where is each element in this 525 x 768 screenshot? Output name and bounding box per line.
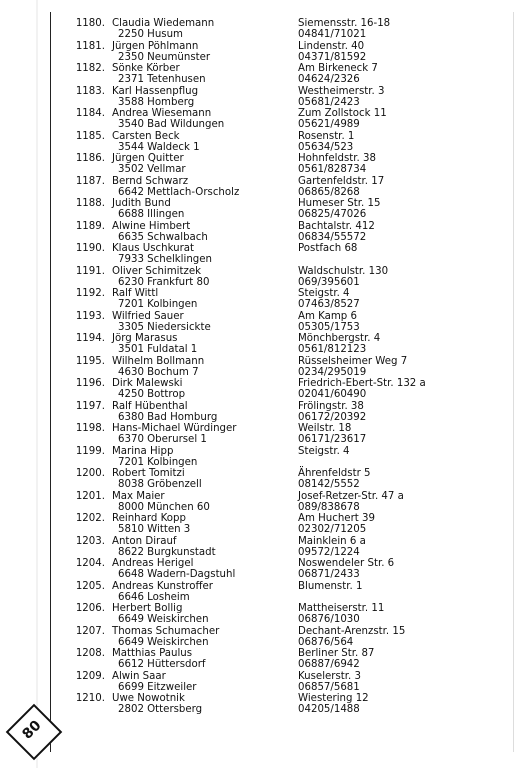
postal-city: 6648 Wadern-Dagstuhl <box>118 569 236 581</box>
entry-line-2 <box>65 367 505 378</box>
entry-line-1 <box>65 558 505 569</box>
postal-city: 4250 Bottrop <box>118 389 186 401</box>
entry-number: 1202. <box>75 513 105 524</box>
address-entry <box>65 198 505 221</box>
entry-line-1 <box>65 243 505 254</box>
phone-number: 04205/1488 <box>298 704 360 716</box>
entry-number: 1208. <box>75 648 105 659</box>
entry-number: 1181. <box>75 40 105 52</box>
postal-city: 5810 Witten 3 <box>118 524 191 536</box>
person-name: Max Maier <box>112 490 165 502</box>
street-address: Weilstr. 18 <box>298 423 352 434</box>
entry-line-2 <box>65 142 505 153</box>
postal-city: 6649 Weiskirchen <box>118 614 209 626</box>
street-address: Rüsselsheimer Weg 7 <box>298 355 408 367</box>
entry-number: 1199. <box>75 445 105 457</box>
entry-line-1 <box>65 41 505 52</box>
address-entry <box>65 86 505 109</box>
postal-city: 3588 Homberg <box>118 96 195 108</box>
address-entry <box>65 603 505 626</box>
street-address: Blumenstr. 1 <box>298 580 363 592</box>
street-address: Hohnfeldstr. 38 <box>298 153 376 164</box>
entry-line-2 <box>65 74 505 85</box>
entry-number: 1209. <box>75 670 105 682</box>
person-name: Andrea Wiesemann <box>112 108 212 119</box>
person-name: Karl Hassenpflug <box>112 85 199 97</box>
street-address: Bachtalstr. 412 <box>298 220 375 232</box>
entry-line-2 <box>65 637 505 648</box>
street-address: Mönchbergstr. 4 <box>298 333 381 344</box>
postal-city: 6612 Hüttersdorf <box>118 659 206 671</box>
street-address: Josef-Retzer-Str. 47 a <box>298 490 404 502</box>
person-name: Wilhelm Bollmann <box>112 355 205 367</box>
address-entry <box>65 266 505 289</box>
entry-line-1 <box>65 18 505 29</box>
address-entry <box>65 243 505 266</box>
person-name: Jürgen Quitter <box>112 153 184 164</box>
address-entry <box>65 288 505 311</box>
entry-line-1 <box>65 266 505 277</box>
entry-line-2 <box>65 187 505 198</box>
person-name: Claudia Wiedemann <box>112 18 215 29</box>
person-name: Ralf Wittl <box>112 288 159 299</box>
street-address: Lindenstr. 40 <box>298 40 365 52</box>
phone-number: 06865/8268 <box>298 186 360 198</box>
entry-line-2 <box>65 52 505 63</box>
postal-city: 6635 Schwalbach <box>118 231 208 243</box>
person-name: Bernd Schwarz <box>112 175 189 187</box>
entry-line-1 <box>65 86 505 97</box>
entry-line-1 <box>65 468 505 479</box>
address-entry <box>65 671 505 694</box>
address-entry <box>65 18 505 41</box>
phone-number: 0561/828734 <box>298 164 367 176</box>
entry-line-2 <box>65 659 505 670</box>
phone-number: 06857/5681 <box>298 681 360 693</box>
entry-line-1 <box>65 401 505 412</box>
street-address: Noswendeler Str. 6 <box>298 558 395 569</box>
address-entry <box>65 626 505 649</box>
postal-city: 2371 Tetenhusen <box>118 74 206 86</box>
address-list <box>65 18 505 716</box>
entry-line-2 <box>65 344 505 355</box>
street-address: Siemensstr. 16-18 <box>298 18 391 29</box>
person-name: Anton Dirauf <box>112 535 177 547</box>
person-name: Dirk Malewski <box>112 378 183 389</box>
phone-number: 06834/55572 <box>298 231 367 243</box>
entry-number: 1180. <box>75 18 105 29</box>
phone-number: 0561/812123 <box>298 344 367 356</box>
entry-number: 1210. <box>75 693 105 704</box>
address-entry <box>65 356 505 379</box>
phone-number: 06876/1030 <box>298 614 360 626</box>
postal-city: 6688 Illingen <box>118 209 185 221</box>
entry-line-1 <box>65 221 505 232</box>
street-address: Kuselerstr. 3 <box>298 670 362 682</box>
address-entry <box>65 41 505 64</box>
entry-number: 1200. <box>75 468 105 479</box>
address-entry <box>65 536 505 559</box>
person-name: Robert Tomitzi <box>112 468 185 479</box>
address-entry <box>65 221 505 244</box>
person-name: Hans-Michael Würdinger <box>112 423 237 434</box>
entry-number: 1207. <box>75 625 105 637</box>
address-entry <box>65 491 505 514</box>
entry-line-1 <box>65 423 505 434</box>
postal-city: 7201 Kolbingen <box>118 299 198 311</box>
phone-number: 069/395601 <box>298 276 360 288</box>
entry-line-1 <box>65 153 505 164</box>
postal-city: 6230 Frankfurt 80 <box>118 276 210 288</box>
entry-line-2 <box>65 457 505 468</box>
phone-number: 089/838678 <box>298 501 360 513</box>
street-address: Mainklein 6 a <box>298 535 366 547</box>
entry-number: 1201. <box>75 490 105 502</box>
entry-line-1 <box>65 693 505 704</box>
entry-line-2 <box>65 29 505 40</box>
entry-line-1 <box>65 378 505 389</box>
person-name: Klaus Uschkurat <box>112 243 195 254</box>
address-entry <box>65 378 505 401</box>
entry-number: 1184. <box>75 108 105 119</box>
street-address: Berliner Str. 87 <box>298 648 375 659</box>
postal-city: 3501 Fuldatal 1 <box>118 344 198 356</box>
phone-number: 09572/1224 <box>298 546 360 558</box>
address-entry <box>65 176 505 199</box>
postal-city: 6380 Bad Homburg <box>118 411 218 423</box>
postal-city: 2350 Neumünster <box>118 51 211 63</box>
postal-city: 2802 Ottersberg <box>118 704 203 716</box>
street-address: Rosenstr. 1 <box>298 130 355 142</box>
postal-city: 8038 Gröbenzell <box>118 479 202 491</box>
person-name: Sönke Körber <box>112 63 180 74</box>
postal-city: 3502 Vellmar <box>118 164 186 176</box>
entry-line-2 <box>65 389 505 400</box>
entry-number: 1205. <box>75 580 105 592</box>
postal-city: 8000 München 60 <box>118 501 210 513</box>
postal-city: 6699 Eitzweiler <box>118 681 197 693</box>
entry-line-2 <box>65 614 505 625</box>
entry-line-2 <box>65 547 505 558</box>
postal-city: 6646 Losheim <box>118 591 190 603</box>
entry-number: 1182. <box>75 63 105 74</box>
page-number: 80 <box>19 717 45 743</box>
entry-line-2 <box>65 322 505 333</box>
entry-number: 1187. <box>75 175 105 187</box>
postal-city: 3544 Waldeck 1 <box>118 141 200 153</box>
entry-number: 1191. <box>75 265 105 277</box>
person-name: Reinhard Kopp <box>112 513 186 524</box>
address-entry <box>65 63 505 86</box>
street-address: Westheimerstr. 3 <box>298 85 385 97</box>
street-address: Steigstr. 4 <box>298 288 350 299</box>
person-name: Andreas Kunstroffer <box>112 580 213 592</box>
postal-city: 6649 Weiskirchen <box>118 636 209 648</box>
entry-number: 1192. <box>75 288 105 299</box>
entry-number: 1193. <box>75 310 105 322</box>
entry-number: 1186. <box>75 153 105 164</box>
person-name: Matthias Paulus <box>112 648 193 659</box>
person-name: Alwine Himbert <box>112 220 191 232</box>
entry-line-2 <box>65 254 505 265</box>
binding-edge <box>36 0 38 768</box>
street-address: Steigstr. 4 <box>298 445 350 457</box>
person-name: Thomas Schumacher <box>112 625 220 637</box>
phone-number: 06825/47026 <box>298 209 367 221</box>
address-entry <box>65 648 505 671</box>
entry-line-1 <box>65 311 505 322</box>
entry-number: 1197. <box>75 400 105 412</box>
address-entry <box>65 513 505 536</box>
street-address: Am Birkeneck 7 <box>298 63 378 74</box>
entry-number: 1196. <box>75 378 105 389</box>
street-address: Frölingstr. 38 <box>298 400 364 412</box>
entry-line-1 <box>65 446 505 457</box>
entry-number: 1183. <box>75 85 105 97</box>
address-entry <box>65 693 505 716</box>
street-address: Postfach 68 <box>298 243 358 254</box>
street-address: Ährenfeldstr 5 <box>298 468 371 479</box>
phone-number: 0234/295019 <box>298 366 367 378</box>
phone-number: 08142/5552 <box>298 479 360 491</box>
phone-number: 06876/564 <box>298 636 354 648</box>
address-entry <box>65 558 505 581</box>
entry-line-2 <box>65 119 505 130</box>
entry-line-1 <box>65 198 505 209</box>
entry-line-1 <box>65 108 505 119</box>
entry-line-2 <box>65 569 505 580</box>
phone-number: 06172/20392 <box>298 411 367 423</box>
street-address: Wiestering 12 <box>298 693 369 704</box>
phone-number: 05621/4989 <box>298 119 360 131</box>
entry-number: 1206. <box>75 603 105 614</box>
address-entry <box>65 401 505 424</box>
postal-city: 3305 Niedersickte <box>118 321 211 333</box>
entry-number: 1185. <box>75 130 105 142</box>
postal-city: 8622 Burgkunstadt <box>118 546 216 558</box>
entry-line-2 <box>65 434 505 445</box>
person-name: Herbert Bollig <box>112 603 183 614</box>
street-address: Dechant-Arenzstr. 15 <box>298 625 406 637</box>
phone-number: 02302/71205 <box>298 524 367 536</box>
address-entry <box>65 108 505 131</box>
person-name: Uwe Nowotnik <box>112 693 185 704</box>
postal-city: 6642 Mettlach-Orscholz <box>118 186 240 198</box>
address-entry <box>65 468 505 491</box>
entry-line-1 <box>65 491 505 502</box>
postal-city: 3540 Bad Wildungen <box>118 119 225 131</box>
person-name: Alwin Saar <box>112 670 166 682</box>
entry-line-1 <box>65 603 505 614</box>
entry-number: 1194. <box>75 333 105 344</box>
entry-line-1 <box>65 581 505 592</box>
postal-city: 7933 Schelklingen <box>118 254 212 266</box>
entry-line-2 <box>65 412 505 423</box>
phone-number: 06871/2433 <box>298 569 360 581</box>
entry-line-2 <box>65 209 505 220</box>
address-entry <box>65 311 505 334</box>
address-entry <box>65 581 505 604</box>
phone-number: 06887/6942 <box>298 659 360 671</box>
entry-line-2 <box>65 97 505 108</box>
phone-number: 04624/2326 <box>298 74 360 86</box>
entry-number: 1195. <box>75 355 105 367</box>
street-address: Gartenfeldstr. 17 <box>298 175 385 187</box>
person-name: Oliver Schimitzek <box>112 265 202 277</box>
entry-line-1 <box>65 63 505 74</box>
entry-line-1 <box>65 176 505 187</box>
entry-number: 1188. <box>75 198 105 209</box>
entry-line-2 <box>65 682 505 693</box>
street-address: Am Kamp 6 <box>298 310 357 322</box>
entry-line-1 <box>65 536 505 547</box>
entry-number: 1198. <box>75 423 105 434</box>
person-name: Judith Bund <box>112 198 171 209</box>
entry-line-2 <box>65 277 505 288</box>
phone-number: 04371/81592 <box>298 51 367 63</box>
entry-line-1 <box>65 513 505 524</box>
address-entry <box>65 131 505 154</box>
phone-number: 04841/71021 <box>298 29 367 41</box>
entry-line-1 <box>65 356 505 367</box>
entry-line-1 <box>65 131 505 142</box>
entry-line-2 <box>65 524 505 535</box>
postal-city: 4630 Bochum 7 <box>118 366 199 378</box>
street-address: Am Huchert 39 <box>298 513 375 524</box>
address-entry <box>65 333 505 356</box>
person-name: Wilfried Sauer <box>112 310 184 322</box>
person-name: Andreas Herigel <box>112 558 194 569</box>
entry-line-2 <box>65 299 505 310</box>
person-name: Jörg Marasus <box>112 333 178 344</box>
entry-line-1 <box>65 626 505 637</box>
street-address: Mattheiserstr. 11 <box>298 603 385 614</box>
entry-line-1 <box>65 648 505 659</box>
postal-city: 7201 Kolbingen <box>118 456 198 468</box>
postal-city: 2250 Husum <box>118 29 183 41</box>
postal-city: 6370 Oberursel 1 <box>118 434 207 446</box>
phone-number: 02041/60490 <box>298 389 367 401</box>
phone-number: 05305/1753 <box>298 321 360 333</box>
entry-number: 1190. <box>75 243 105 254</box>
entry-line-2 <box>65 164 505 175</box>
street-address: Humeser Str. 15 <box>298 198 381 209</box>
entry-line-1 <box>65 288 505 299</box>
entry-line-2 <box>65 232 505 243</box>
entry-line-2 <box>65 704 505 715</box>
entry-number: 1204. <box>75 558 105 569</box>
address-entry <box>65 446 505 469</box>
street-address: Friedrich-Ebert-Str. 132 a <box>298 378 426 389</box>
person-name: Marina Hipp <box>112 445 174 457</box>
phone-number: 07463/8527 <box>298 299 360 311</box>
phone-number: 05634/523 <box>298 141 354 153</box>
person-name: Carsten Beck <box>112 130 180 142</box>
person-name: Jürgen Pöhlmann <box>112 40 199 52</box>
entry-number: 1203. <box>75 535 105 547</box>
entry-line-2 <box>65 592 505 603</box>
entry-line-2 <box>65 502 505 513</box>
entry-number: 1189. <box>75 220 105 232</box>
person-name: Ralf Hübenthal <box>112 400 188 412</box>
phone-number: 05681/2423 <box>298 96 360 108</box>
entry-line-1 <box>65 333 505 344</box>
address-entry <box>65 153 505 176</box>
street-address: Zum Zollstock 11 <box>298 108 387 119</box>
entry-line-1 <box>65 671 505 682</box>
entry-line-2 <box>65 479 505 490</box>
document-page <box>50 12 514 752</box>
address-entry <box>65 423 505 446</box>
phone-number: 06171/23617 <box>298 434 367 446</box>
street-address: Waldschulstr. 130 <box>298 265 389 277</box>
